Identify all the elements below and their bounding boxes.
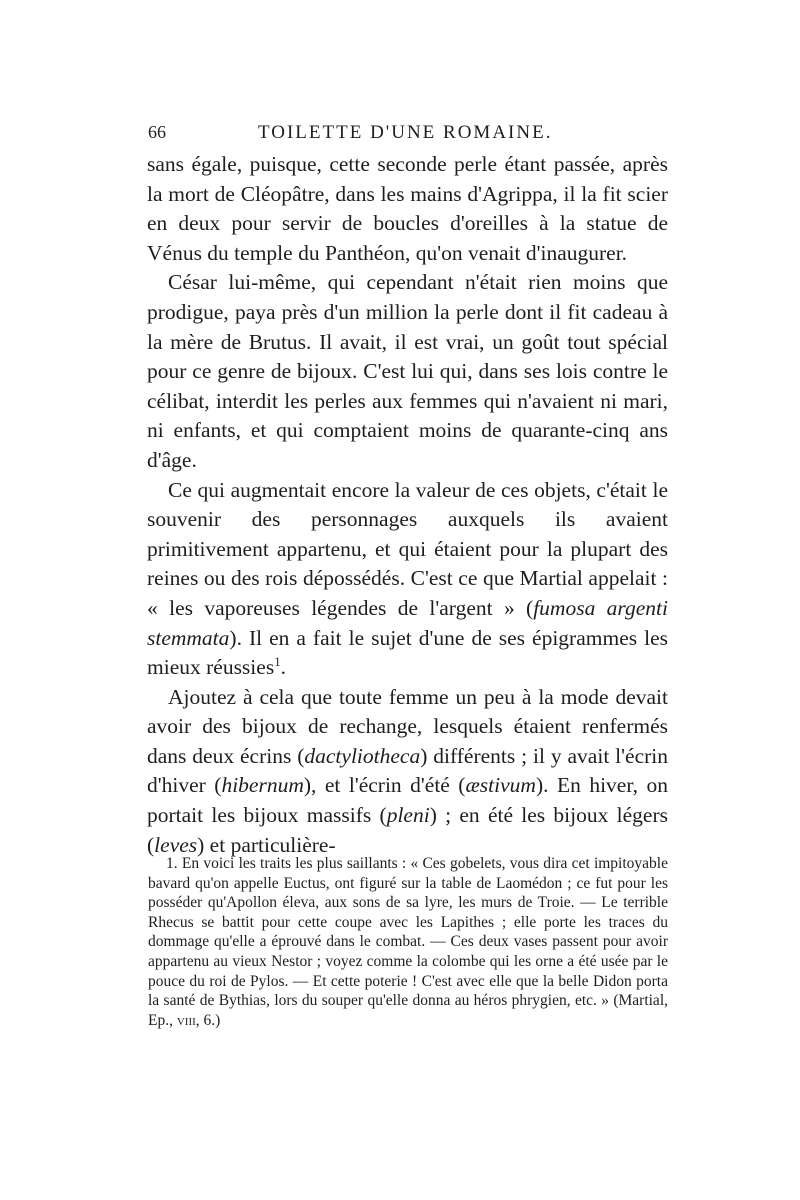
paragraph-4 (147, 683, 668, 861)
footnote-ref[interactable]: 1 (274, 654, 281, 669)
paragraph-1: sans égale, puisque, cette seconde perle étant passée, après la mort de Cléopâtre, dans les mains d'Agrippa, il la fit scier en deux pour servir de boucles d'oreilles à la statue de Vénus du temple du Panthéon, qu'on venait d'inaugurer. (147, 152, 668, 265)
latin-term-leves: leves (154, 832, 198, 857)
footnotes (148, 854, 668, 1030)
paragraph-4-text-k: ) et particulière- (197, 832, 336, 857)
paragraph-4-text-e: ), et l'écrin d'été ( (303, 773, 466, 798)
footnote-1-text-c: , 6.) (195, 1011, 221, 1029)
paragraph-4-text-c: ) différents ; il y avait l'écrin d'hiver ( (147, 743, 669, 798)
paragraph-4-text-g: ). En hiver, on portait les bijoux massifs ( (147, 773, 668, 828)
page-number: 66 (148, 122, 166, 142)
running-title: TOILETTE D'UNE ROMAINE. (258, 122, 553, 143)
latin-term-fumosa: fumosa argenti stemmata (147, 595, 668, 650)
paragraph-3-text-a: Ce qui augmentait encore la valeur de ces objets, c'était le souvenir des personnages auxquels ils avaient primitivement appartenu, et qui étaient pour la plupart des reines ou des rois dépossédés. C'est ce que Martial appelait : « les vaporeuses légendes de l'argent » ( (147, 477, 668, 620)
latin-term-hibernum: hibernum (221, 773, 304, 798)
page-header (148, 122, 668, 148)
body-text (147, 150, 668, 860)
latin-term-dactyliotheca: dactyliotheca (304, 743, 421, 768)
footnote-1-book-number: viii (176, 1011, 196, 1029)
paragraph-4-text-a: Ajoutez à cela que toute femme un peu à la mode devait avoir des bijoux de rechange, lesquels étaient renfermés dans deux écrins ( (147, 684, 668, 768)
paragraph-3 (147, 476, 668, 683)
paragraph-2: César lui-même, qui cependant n'était rien moins que prodigue, paya près d'un million la perle dont il fit cadeau à la mère de Brutus. Il avait, il est vrai, un goût tout spécial pour ce genre de bijoux. C'est lui qui, dans ses lois contre le célibat, interdit les perles aux femmes qui n'avaient ni mari, ni enfants, et qui comptaient moins de quarante-cinq ans d'âge. (147, 270, 668, 472)
latin-term-aestivum: æstivum (465, 773, 536, 798)
footnote-1 (148, 854, 668, 1030)
paragraph-3-text-d: . (280, 655, 287, 680)
footnote-1-text-a: 1. En voici les traits les plus saillants : « Ces gobelets, vous dira cet impitoyable bavard qu'on appelle Euctus, ont figuré sur la table de Laomédon ; ce fut pour les posséder qu'Apollon éleva, aux sons de sa lyre, les murs de Troie. — Le terrible Rhecus se battit pour cette coupe avec les Lapithes ; elle porte les traces du dommage qu'elle a éprouvé dans le combat. — Ces deux vases passent pour avoir appartenu au vieux Nestor ; voyez comme la colombe qui les orne a été usée par le pouce du roi de Pylos. — Et cette poterie ! C'est avec elle que la belle Didon porta la santé de Bythias, lors du souper qu'elle donna au héros phrygien, etc. » (Martial, Ep., (148, 855, 668, 1029)
latin-term-pleni: pleni (386, 803, 430, 828)
paragraph-3-text-c: ). Il en a fait le sujet d'une de ses épigrammes les mieux réussies (147, 625, 668, 680)
paragraph-4-text-i: ) ; en été les bijoux légers ( (147, 803, 668, 857)
